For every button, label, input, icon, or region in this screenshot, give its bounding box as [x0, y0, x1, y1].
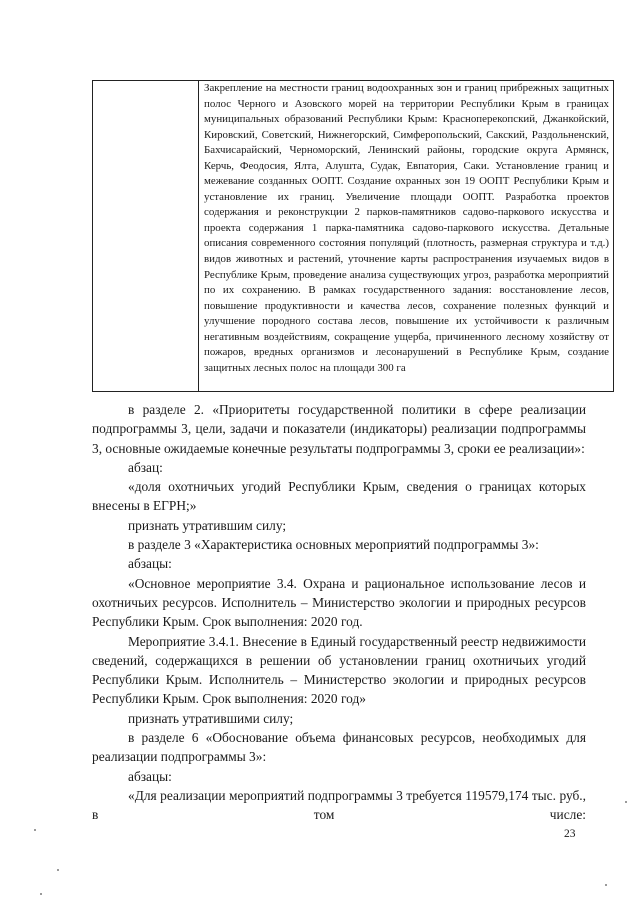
scan-speck — [625, 801, 627, 803]
scan-speck — [40, 893, 42, 895]
page-number: 23 — [564, 828, 576, 840]
table-fragment — [92, 80, 614, 392]
paragraph-funding: «Для реализации мероприятий подпрограммы 3 требуется 119579,174 тыс. руб., в том числе: — [92, 787, 586, 823]
scan-speck — [605, 884, 607, 886]
paragraph-quote-egrn: «доля охотничьих угодий Республики Крым, сведения о границах которых внесены в ЕГРН;» — [92, 479, 586, 514]
paragraph-void: признать утратившим силу; — [128, 517, 287, 533]
paragraph-section-2: в разделе 2. «Приоритеты государственной политики в сфере реализации подпрограммы 3, цели, задачи и показатели (индикаторы) реализации подпрограммы 3, основные ожидаемые конечные результаты подпрограммы 3, сроки ее реализации»: — [92, 402, 586, 456]
paragraph-measure-3-4-1: Мероприятие 3.4.1. Внесение в Единый государственный реестр недвижимости сведений, содержащихся в решении об установлении границ охотничьих угодий Республики Крым. Исполнитель – Министерство экологии и природных ресурсов Республики Крым. Срок выполнения: 2020 год» — [92, 633, 586, 707]
table-left-cell — [93, 81, 199, 391]
scan-speck — [57, 869, 59, 871]
body-text — [92, 400, 586, 825]
paragraph-section-6: в разделе 6 «Обоснование объема финансовых ресурсов, необходимых для реализации подпрограммы 3»: — [92, 730, 586, 765]
paragraph-abzats: абзац: — [128, 459, 163, 475]
scan-speck — [34, 829, 36, 831]
paragraph-abzatsy-2: абзацы: — [128, 768, 172, 784]
paragraph-section-3: в разделе 3 «Характеристика основных мероприятий подпрограммы 3»: — [128, 537, 539, 553]
table-right-cell: Закрепление на местности границ водоохранных зон и границ прибрежных защитных полос Черного и Азовского морей на территории Республики Крым в границах муниципальных образований Республики Крым: Красноперекопский, Джанкойский, Кировский, Советский, Нижнегорский, Симферопольский, Сакский, Раздольненский, Бахчисарайский, Черноморский, Ленинский районы, городские округа Армянск, Керчь, Феодосия, Ялта, Алушта, Судак, Евпатория, Саки. Установление границ и межевание созданных ООПТ. Создание охранных зон 19 ООПТ Республики Крым и установление их границ. Увеличение площади ООПТ. Разработка проектов содержания и реконструкции 2 парков-памятников садово-паркового искусства и проекта содержания 1 парка-памятника садово-паркового искусства. Детальные описания современного состояния популяций (плотность, размерная структура и т.д.) видов животных и растений, уточнение карты распространения изучаемых видов в Республике Крым, проведение анализа существующих угроз, разработка мероприятий по их сохранению. В рамках государственного задания: восстановление лесов, повышение продуктивности и качества лесов, сохранение полезных функций и улучшение породного состава лесов, повышение их устойчивости к различным негативным воздействиям, сокращение ущерба, причиненного лесному хозяйству от пожаров, вредных организмов и лесонарушений в Республике Крым, создание защитных лесных полос на площади 300 га — [204, 82, 609, 374]
paragraph-measure-3-4: «Основное мероприятие 3.4. Охрана и рациональное использование лесов и охотничьих ресурсов. Исполнитель – Министерство экологии и природных ресурсов Республики Крым. Срок выполнения: 2020 год. — [92, 575, 586, 630]
paragraph-abzatsy: абзацы: — [128, 556, 172, 572]
paragraph-void-plural: признать утратившими силу; — [128, 710, 294, 726]
